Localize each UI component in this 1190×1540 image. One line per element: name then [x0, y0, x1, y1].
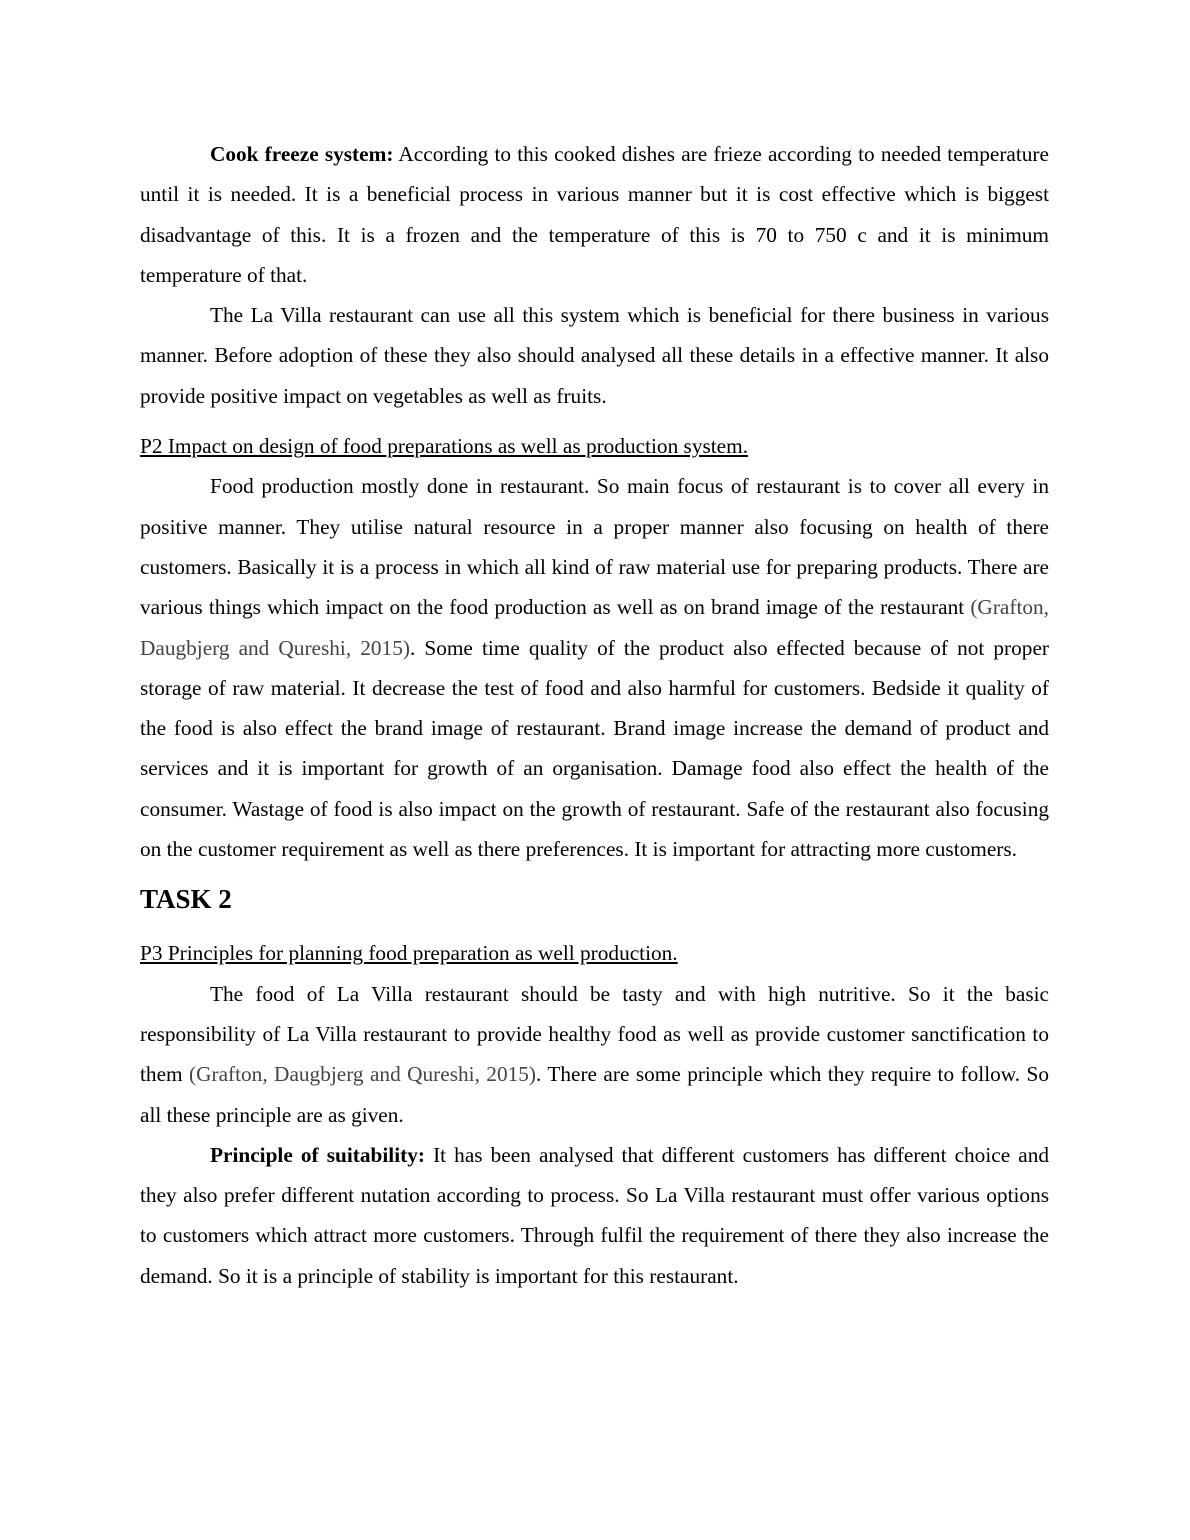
- principle-suitability-paragraph: [140, 1135, 1049, 1296]
- p2-heading: P2 Impact on design of food preparations as well as production system.: [140, 434, 749, 459]
- p2-text-before-citation: Food production mostly done in restaurant. So main focus of restaurant is to cover all every in positive manner. They utilise natural resource in a proper manner also focusing on health of there customers. Basically it is a process in which all kind of raw material use for preparing products. There are various things which impact on the food production as well as on brand image of the restaurant: [140, 474, 1049, 620]
- p3-text-before-citation: The food of La Villa restaurant should be tasty and with high nutritive. So it the basic responsibility of La Villa restaurant to provide healthy food as well as provide customer sanctification to them: [140, 981, 1049, 1087]
- la-villa-system-paragraph: The La Villa restaurant can use all this system which is beneficial for there business in various manner. Before adoption of these they also should analysed all these details in a effective manner. It also provide positive impact on vegetables as well as fruits.: [140, 303, 1049, 408]
- p3-citation: (Grafton, Daugbjerg and Qureshi, 2015): [189, 1062, 536, 1087]
- document-page: [140, 134, 1049, 1296]
- principle-suitability-text: It has been analysed that different customers has different choice and they also prefer different nutation according to process. So La Villa restaurant must offer various options to customers which attract more customers. Through fulfil the requirement of there they also increase the demand. So it is a principle of stability is important for this restaurant.: [140, 1142, 1049, 1288]
- p2-body-paragraph: [140, 466, 1049, 869]
- p3-body-paragraph: [140, 974, 1049, 1135]
- p2-text-after-citation: . Some time quality of the product also effected because of not proper storage of raw material. It decrease the test of food and also harmful for customers. Bedside it quality of the food is also effect the brand image of restaurant. Brand image increase the demand of product and services and it is important for growth of an organisation. Damage food also effect the health of the consumer. Wastage of food is also impact on the growth of restaurant. Safe of the restaurant also focusing on the customer requirement as well as there preferences. It is important for attracting more customers.: [140, 635, 1049, 862]
- p3-heading: P3 Principles for planning food preparation as well production.: [140, 941, 678, 966]
- principle-suitability-term: Principle of suitability:: [210, 1142, 425, 1167]
- task-2-heading: TASK 2: [140, 884, 232, 915]
- p2-citation: (Grafton, Daugbjerg and Qureshi, 2015): [140, 595, 1049, 660]
- cook-freeze-text: According to this cooked dishes are frieze according to needed temperature until it is needed. It is a beneficial process in various manner but it is cost effective which is biggest disadvantage of this. It is a frozen and the temperature of this is 70 to 750 c and it is minimum temperature of that.: [140, 142, 1049, 287]
- cook-freeze-term: Cook freeze system:: [210, 142, 394, 166]
- p3-text-after-citation: . There are some principle which they require to follow. So all these principle are as given.: [140, 1062, 1049, 1127]
- cook-freeze-paragraph: [140, 134, 1049, 295]
